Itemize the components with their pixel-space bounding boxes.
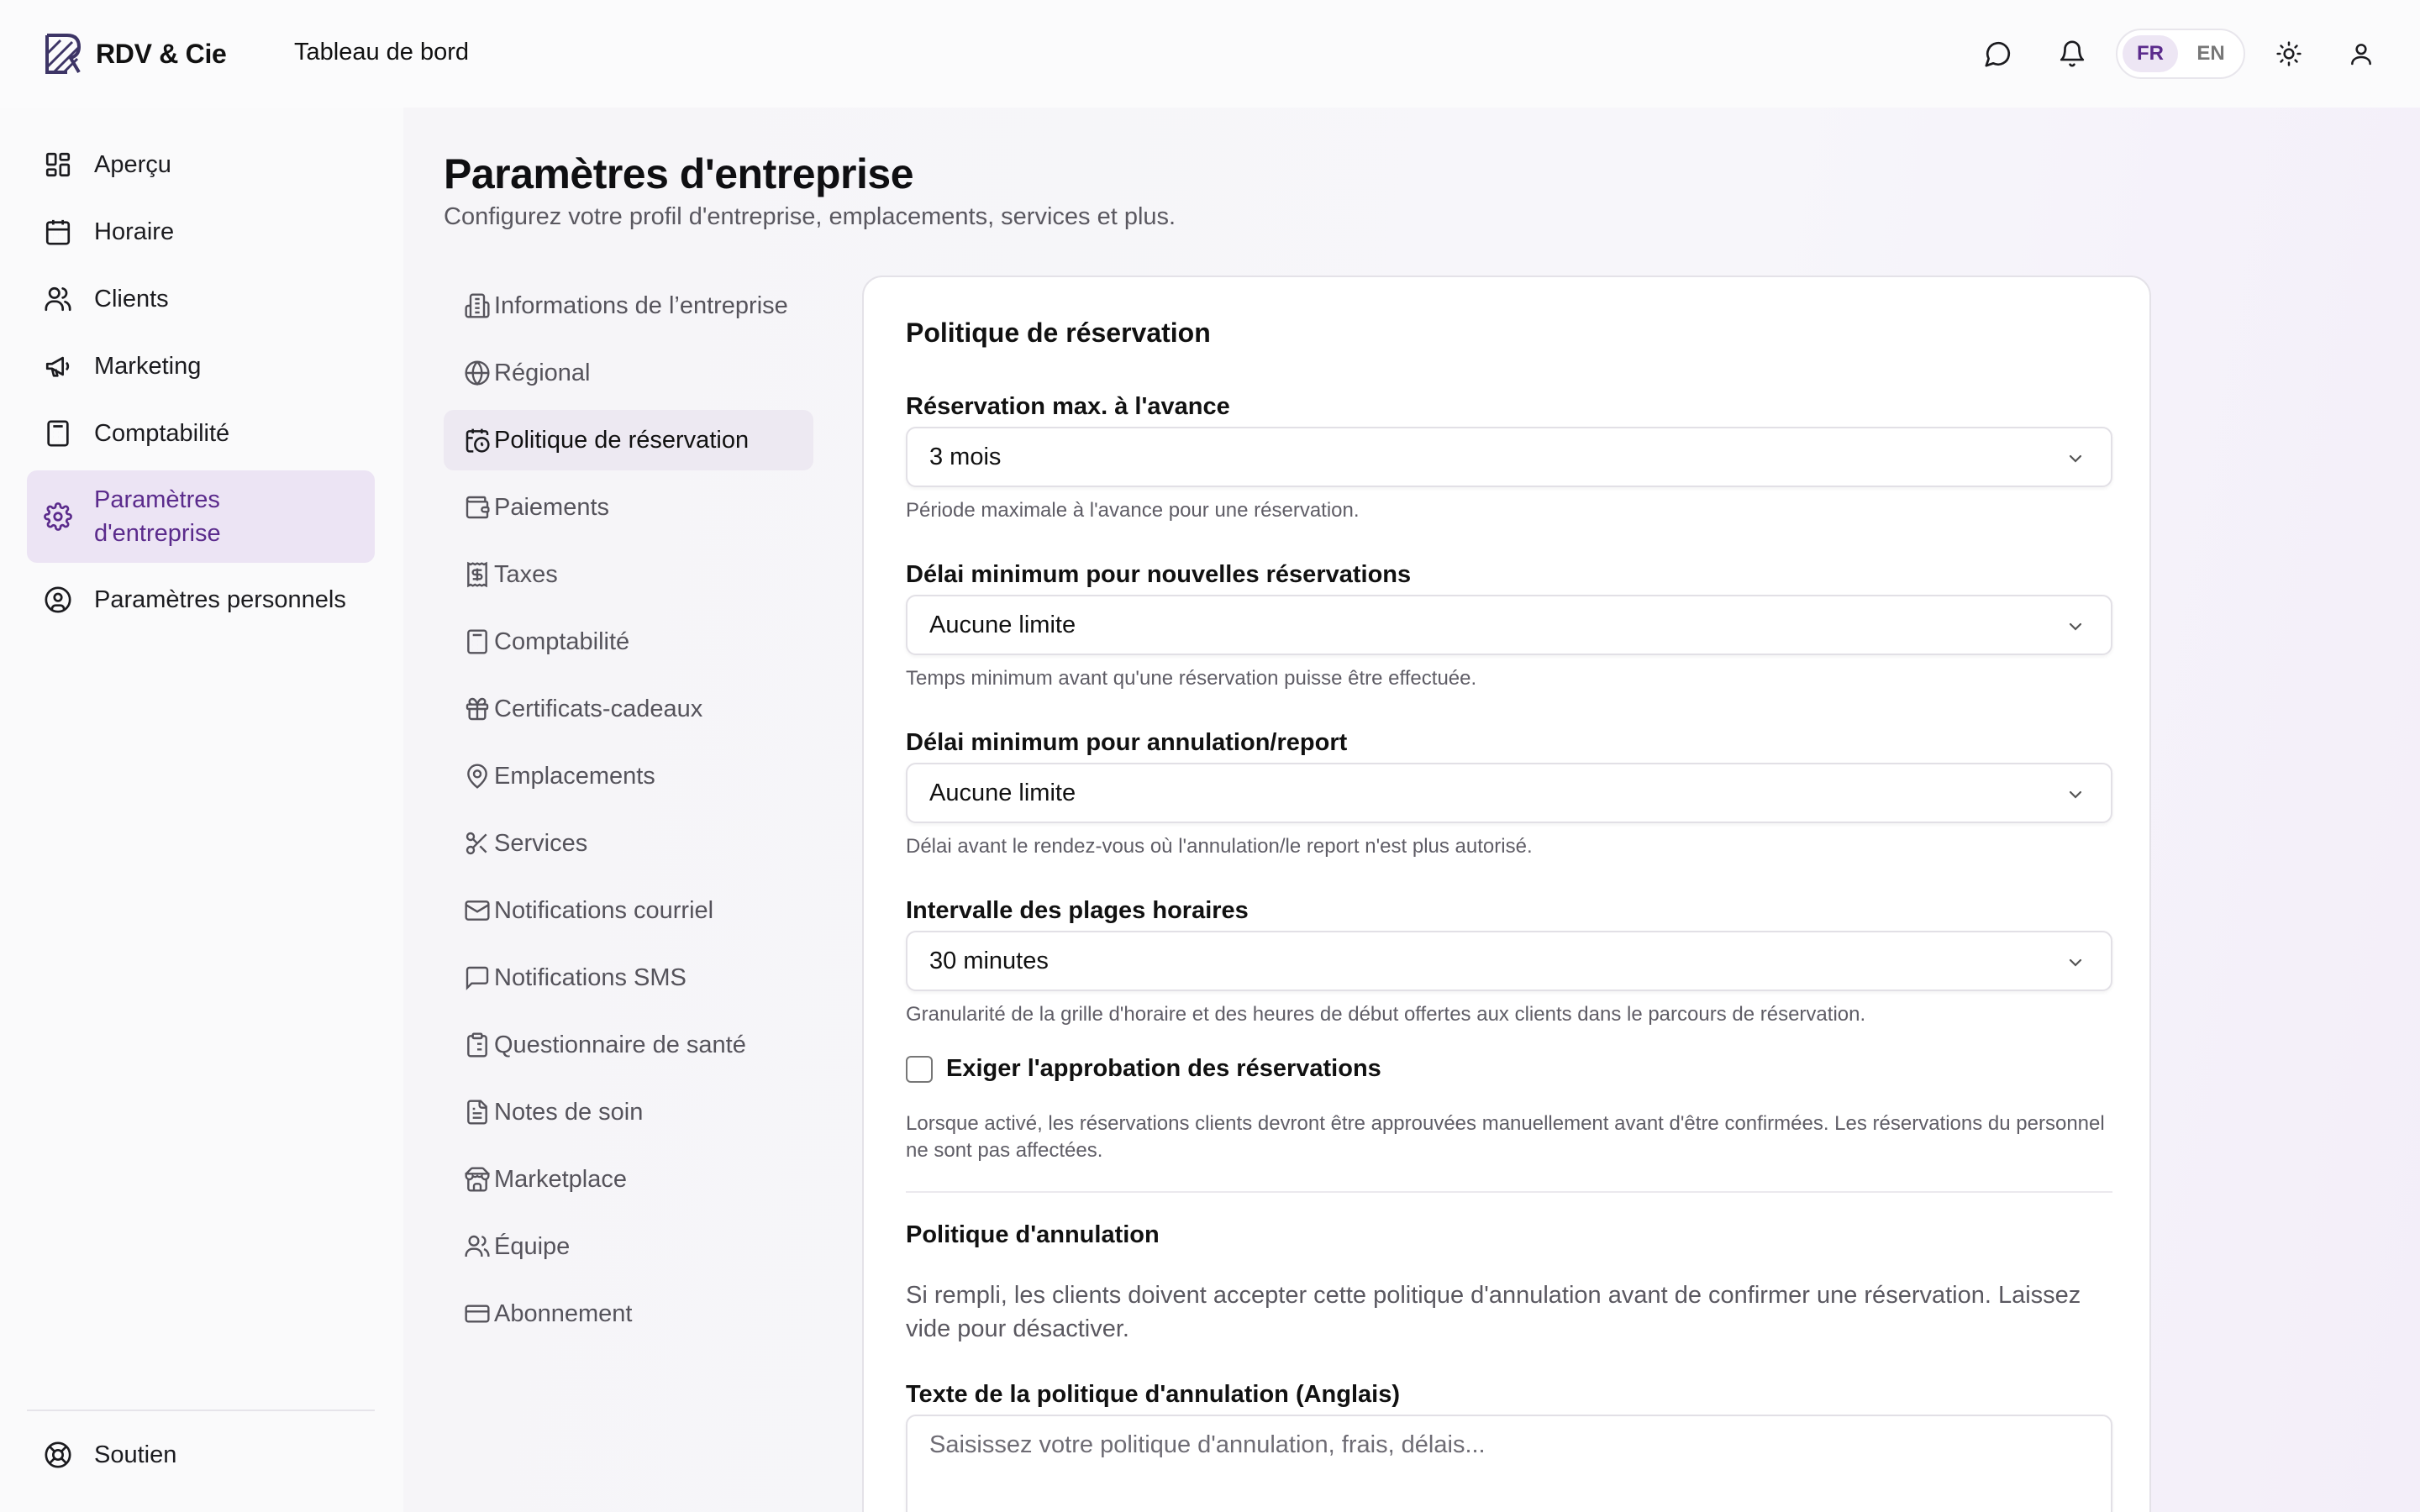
settings-tab-label: Informations de l’entreprise: [494, 291, 788, 319]
logo-icon: [42, 30, 84, 77]
min-cancel-select[interactable]: [906, 763, 2112, 823]
settings-tab-politique-reservation[interactable]: [444, 410, 813, 470]
chat-icon: [1984, 39, 2012, 68]
settings-tab-label: Politique de réservation: [494, 426, 750, 454]
message-square-icon: [464, 964, 491, 991]
wallet-icon: [464, 494, 491, 521]
sidebar-item-parametres-personnels[interactable]: [27, 568, 375, 632]
users-icon: [44, 285, 72, 313]
settings-tab-label: Régional: [494, 359, 591, 386]
sidebar-item-soutien[interactable]: [27, 1423, 375, 1487]
settings-tab-notes-soin[interactable]: [444, 1082, 813, 1142]
bell-icon: [2058, 39, 2086, 68]
settings-tab-marketplace[interactable]: [444, 1149, 813, 1210]
slot-interval-hint: Granularité de la grille d'horaire et des heures de début offertes aux clients dans le parcours de réservation.: [906, 1003, 1866, 1026]
sidebar-item-horaire[interactable]: [27, 200, 375, 264]
chevron-down-icon: [2065, 617, 2086, 637]
notifications-button[interactable]: [2052, 34, 2092, 74]
cancellation-description: Si rempli, les clients doivent accepter cette politique d'annulation avant de confirmer une réservation. Laissez vide pour désactiver.: [906, 1282, 2081, 1342]
sidebar-item-label: Paramètres personnels: [94, 585, 346, 613]
settings-tab-notifications-courriel[interactable]: [444, 880, 813, 941]
gift-icon: [464, 696, 491, 722]
store-icon: [464, 1166, 491, 1193]
brand[interactable]: [42, 30, 227, 77]
receipt-dollar-icon: [464, 561, 491, 588]
cancellation-text-input[interactable]: [906, 1415, 2112, 1512]
chat-button[interactable]: [1978, 34, 2018, 74]
select-value: Aucune limite: [929, 779, 1076, 806]
sidebar-item-label: Clients: [94, 285, 169, 312]
chevron-down-icon: [2065, 785, 2086, 805]
select-value: 3 mois: [929, 443, 1002, 470]
top-bar: [0, 0, 2420, 108]
sidebar-item-label: Soutien: [94, 1441, 177, 1468]
cancellation-text-label: Texte de la politique d'annulation (Anglais): [906, 1381, 1401, 1408]
theme-toggle-button[interactable]: [2269, 34, 2309, 74]
sidebar-item-label: Marketing: [94, 352, 202, 380]
select-value: Aucune limite: [929, 611, 1076, 638]
settings-tab-notifications-sms[interactable]: [444, 948, 813, 1008]
cancellation-section-title: Politique d'annulation: [906, 1221, 1160, 1248]
card-title: Politique de réservation: [906, 318, 1211, 348]
slot-interval-select[interactable]: [906, 931, 2112, 991]
user-circle-icon: [44, 585, 72, 614]
settings-tab-services[interactable]: [444, 813, 813, 874]
page-title: Paramètres d'entreprise: [444, 150, 914, 197]
calculator-icon: [44, 419, 72, 448]
max-advance-select[interactable]: [906, 427, 2112, 487]
sidebar-item-comptabilite[interactable]: [27, 402, 375, 465]
chevron-down-icon: [2065, 953, 2086, 973]
settings-tab-emplacements[interactable]: [444, 746, 813, 806]
gear-icon: [44, 502, 72, 531]
sidebar-item-label: Horaire: [94, 218, 175, 245]
settings-tab-label: Emplacements: [494, 762, 655, 790]
profile-button[interactable]: [2341, 34, 2381, 74]
main-content: [403, 108, 2420, 1512]
clipboard-icon: [464, 1032, 491, 1058]
settings-tab-abonnement[interactable]: [444, 1284, 813, 1344]
sun-icon: [2275, 40, 2302, 67]
dashboard-icon: [44, 150, 72, 179]
min-new-select[interactable]: [906, 595, 2112, 655]
settings-tab-equipe[interactable]: [444, 1216, 813, 1277]
settings-tab-label: Questionnaire de santé: [494, 1031, 746, 1058]
booking-policy-card: [862, 276, 2151, 1512]
settings-tab-informations[interactable]: [444, 276, 813, 336]
lang-fr-button[interactable]: FR: [2123, 35, 2178, 72]
sidebar-divider: [27, 1410, 375, 1411]
approval-row: [906, 1055, 1381, 1083]
sidebar: [0, 108, 403, 1512]
settings-tab-label: Certificats-cadeaux: [494, 695, 703, 722]
settings-tab-label: Notifications courriel: [494, 896, 714, 924]
settings-tab-label: Paiements: [494, 493, 610, 521]
settings-tab-label: Taxes: [494, 560, 558, 588]
settings-tab-comptabilite[interactable]: [444, 612, 813, 672]
min-cancel-hint: Délai avant le rendez-vous où l'annulation/le report n'est plus autorisé.: [906, 835, 1533, 858]
calendar-clock-icon: [464, 427, 491, 454]
section-divider: [906, 1191, 2112, 1193]
approval-label[interactable]: Exiger l'approbation des réservations: [946, 1055, 1381, 1082]
max-advance-hint: Période maximale à l'avance pour une réservation.: [906, 499, 1360, 522]
settings-tab-label: Comptabilité: [494, 627, 630, 655]
building-icon: [464, 292, 491, 319]
chevron-down-icon: [2065, 449, 2086, 469]
settings-tab-regional[interactable]: [444, 343, 813, 403]
slot-interval-label: Intervalle des plages horaires: [906, 897, 1249, 924]
min-new-hint: Temps minimum avant qu'une réservation puisse être effectuée.: [906, 667, 1477, 690]
sidebar-item-clients[interactable]: [27, 267, 375, 331]
sidebar-item-marketing[interactable]: [27, 334, 375, 398]
approval-hint: Lorsque activé, les réservations clients devront être approuvées manuellement avant d'être confirmées. Les réservations du personnel ne sont pas affectées.: [906, 1112, 2105, 1162]
settings-tab-label: Équipe: [494, 1232, 571, 1260]
credit-card-icon: [464, 1300, 491, 1327]
sidebar-item-label: Comptabilité: [94, 419, 230, 447]
map-pin-icon: [464, 763, 491, 790]
settings-tab-label: Services: [494, 829, 588, 857]
approval-checkbox[interactable]: [906, 1056, 933, 1083]
lifebuoy-icon: [44, 1441, 72, 1469]
max-advance-label: Réservation max. à l'avance: [906, 393, 1230, 420]
page-section-title: Tableau de bord: [294, 39, 469, 66]
calculator-icon: [464, 628, 491, 655]
globe-icon: [464, 360, 491, 386]
sidebar-item-label: Paramètres d'entreprise: [94, 486, 221, 547]
megaphone-icon: [44, 352, 72, 381]
scissors-icon: [464, 830, 491, 857]
settings-tab-paiements[interactable]: [444, 477, 813, 538]
mail-icon: [464, 897, 491, 924]
settings-tab-taxes[interactable]: [444, 544, 813, 605]
page-subtitle: Configurez votre profil d'entreprise, emplacements, services et plus.: [444, 203, 1176, 230]
team-icon: [464, 1233, 491, 1260]
sidebar-item-apercu[interactable]: [27, 133, 375, 197]
select-value: 30 minutes: [929, 947, 1049, 974]
user-icon: [2348, 40, 2375, 67]
settings-tab-label: Marketplace: [494, 1165, 627, 1193]
settings-tab-label: Notifications SMS: [494, 963, 687, 991]
calendar-icon: [44, 218, 72, 246]
brand-name: RDV & Cie: [96, 38, 227, 69]
settings-tab-label: Abonnement: [494, 1299, 633, 1327]
min-new-label: Délai minimum pour nouvelles réservations: [906, 561, 1412, 588]
sidebar-item-label: Aperçu: [94, 150, 171, 178]
min-cancel-label: Délai minimum pour annulation/report: [906, 729, 1348, 756]
file-text-icon: [464, 1099, 491, 1126]
lang-en-button[interactable]: EN: [2196, 42, 2225, 65]
language-toggle: [2116, 29, 2245, 79]
settings-tab-certificats[interactable]: [444, 679, 813, 739]
settings-tab-label: Notes de soin: [494, 1098, 644, 1126]
settings-tab-questionnaire-sante[interactable]: [444, 1015, 813, 1075]
sidebar-item-parametres-entreprise[interactable]: [27, 470, 375, 563]
